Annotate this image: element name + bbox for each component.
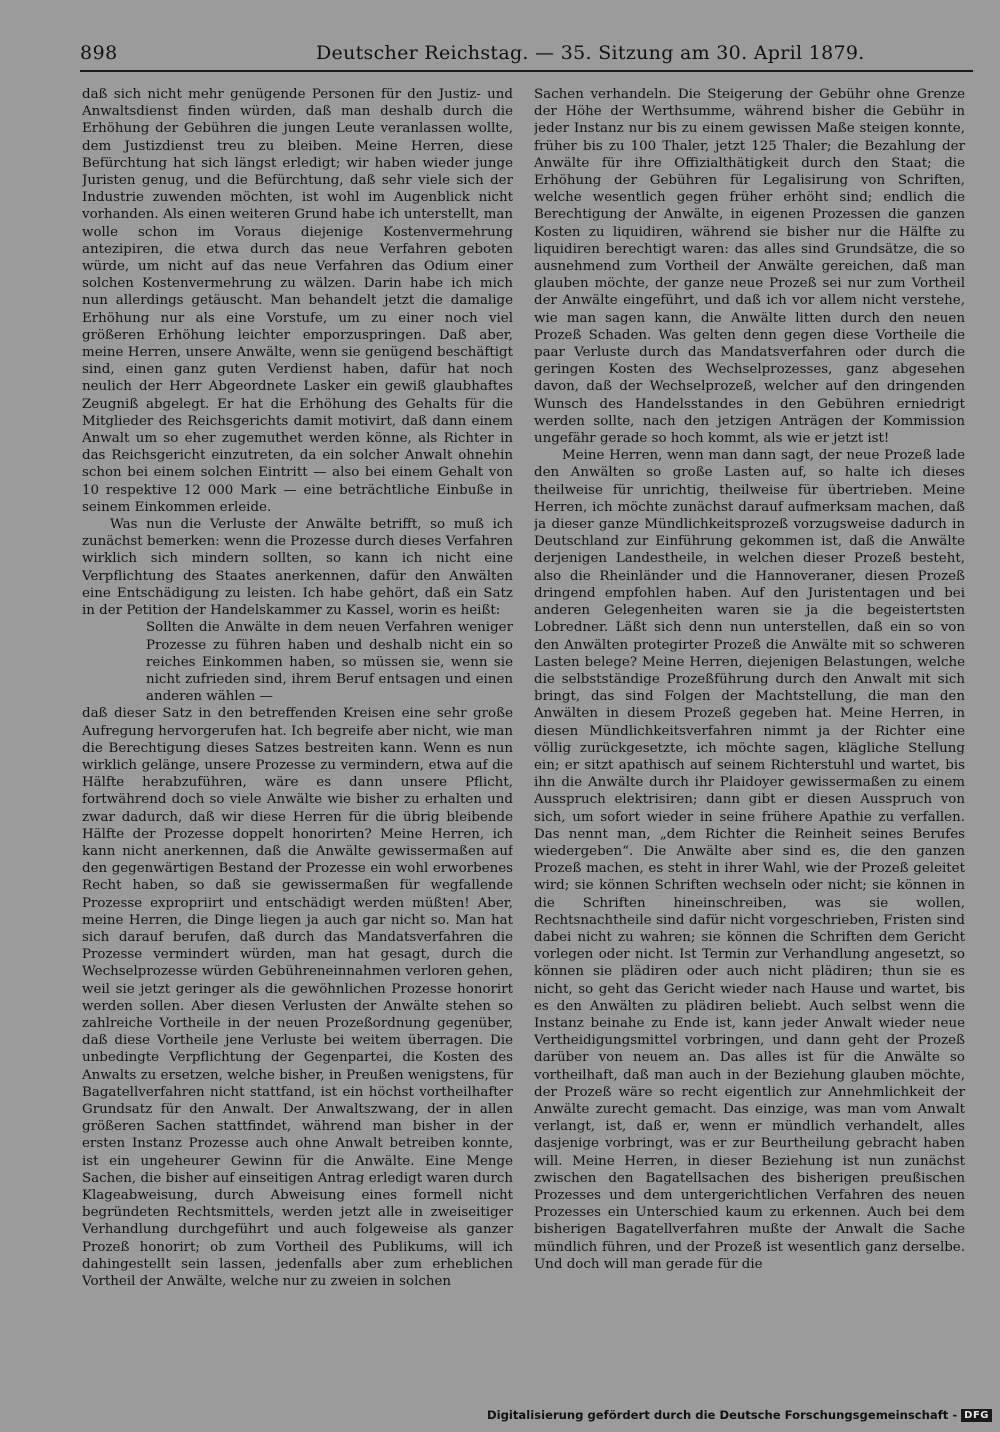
block-quote: Sollten die Anwälte in dem neuen Verfahren weniger Prozesse zu führen haben und deshalb nicht ein so reiches Einkommen haben, so müssen sie, wenn sie nicht zufrieden sind, ihrem Beruf entsagen und einen anderen wählen —	[146, 620, 513, 705]
paragraph: Was nun die Verluste der Anwälte betrifft, so muß ich zunächst bemerken: wenn die Prozesse durch dieses Verfahren wirklich sich mindern sollten, so kann ich nicht eine Verpflichtung des Staates anerkennen, dafür den Anwälten eine Entschädigung zu leisten. Ich habe gehört, daß ein Satz in der Petition der Handelskammer zu Kassel, worin es heißt:	[82, 517, 513, 619]
digitization-credit	[487, 1408, 992, 1422]
paragraph: Meine Herren, wenn man dann sagt, der neue Prozeß lade den Anwälten so große Lasten auf, so halte ich dieses theilweise für unrichtig, theilweise für übertrieben. Meine Herren, ich möchte zunächst darauf aufmerksam machen, daß ja dieser ganze Mündlichkeitsprozeß vorzugsweise dadurch in Deutschland zur Einführung gekommen ist, daß die Anwälte derjenigen Landestheile, in welchen dieser Prozeß besteht, also die Rheinländer und die Hannoveraner, diesen Prozeß dringend empfohlen haben. Auf den Juristentagen und bei anderen Gelegenheiten waren sie ja die begeistertsten Lobredner. Läßt sich denn nun unterstellen, daß ein so von den Anwälten protegirter Prozeß die Anwälte mit so schweren Lasten belege? Meine Herren, diejenigen Belastungen, welche die selbstständige Prozeßführung durch den Anwalt mit sich bringt, das sind Folgen der Machtstellung, die man den Anwälten in diesem Prozeß gegeben hat. Meine Herren, in diesen Mündlichkeitsverfahren nimmt ja der Richter eine völlig zurückgesetzte, ich möchte sagen, klägliche Stellung ein; er sitzt apathisch auf seinem Richterstuhl und wartet, bis ihn die Anwälte durch ihr Plaidoyer gewissermaßen zu einem Ausspruch elektrisiren; dann gibt er diesen Ausspruch von sich, um sofort wieder in seine frühere Apathie zu verfallen. Das nennt man, „dem Richter die Reinheit seines Berufes wiedergeben“. Die Anwälte aber sind es, die den ganzen Prozeß machen, es steht in ihrer Wahl, wie der Prozeß geleitet wird; sie können Schriften wechseln oder nicht; sie können in die Schriften hineinschreiben, was sie wollen, Rechtsnachtheile sind dafür nicht vorgeschrieben, Fristen sind dabei nicht zu wahren; sie können die Schriften dem Gericht vorlegen oder nicht. Ist Termin zur Verhandlung angesetzt, so können sie plädiren oder auch nicht plädiren; thun sie es nicht, so geht das Gericht wieder nach Hause und wartet, bis es den Anwälten zu plädiren beliebt. Auch selbst wenn die Instanz beinahe zu Ende ist, kann jeder Anwalt wieder neue Vertheidigungsmittel vorbringen, und dann geht der Prozeß darüber von neuem an. Das alles ist für die Anwälte so vortheilhaft, daß man auch in der Beziehung glauben möchte, der Prozeß wäre so recht eigentlich zur Annehmlichkeit der Anwälte zurecht gemacht. Das einzige, was man vom Anwalt verlangt, ist, daß er, wenn er mündlich verhandelt, alles dasjenige vorbringt, was er zur Beurtheilung gebracht haben will. Meine Herren, in dieser Beziehung ist nun zunächst zwischen den Bagatellsachen des bisherigen preußischen Prozesses und dem untergerichtlichen Verfahren des neuen Prozesses ein Unterschied kaum zu erkennen. Auch bei dem bisherigen Bagatellverfahren mußte der Anwalt die Sache mündlich führen, und der Prozeß ist wesentlich ganz derselbe. Und doch will man gerade für die	[534, 448, 965, 1272]
dfg-logo: DFG	[961, 1409, 992, 1422]
paragraph: daß sich nicht mehr genügende Personen für den Justiz- und Anwaltsdienst finden würden, daß man deshalb durch die Erhöhung der Gebühren die jungen Leute veranlassen wollte, dem Justizdienst treu zu bleiben. Meine Herren, diese Befürchtung hat sich längst erledigt; wir haben wieder junge Juristen genug, und die Befürchtung, daß sehr viele sich der Industrie zuwenden möchten, ist wohl im Augenblick nicht vorhanden. Als einen weiteren Grund habe ich unterstellt, man wolle schon im Voraus diejenige Kostenvermehrung antezipiren, die etwa durch das neue Verfahren geboten würde, um nicht auf das neue Verfahren das Odium einer solchen Kostenvermehrung zu wälzen. Darin habe ich mich nun allerdings getäuscht. Man behandelt jetzt die damalige Erhöhung nur als eine Vorstufe, um zu einer noch viel größeren Erhöhung leichter emporzuspringen. Daß aber, meine Herren, unsere Anwälte, wenn sie genügend beschäftigt sind, einen ganz guten Verdienst haben, dafür hat noch neulich der Herr Abgeordnete Lasker ein gewiß glaubhaftes Zeugniß abgelegt. Er hat die Erhöhung des Gehalts für die Mitglieder des Reichsgerichts damit motivirt, daß dann einem Anwalt um so eher zugemuthet werden könne, als Richter in das Reichsgericht einzutreten, da ein solcher Anwalt ohnehin schon bei einem solchen Eintritt — also bei einem Gehalt von 10 respektive 12 000 Mark — eine beträchtliche Einbuße in seinem Einkommen erleide.	[82, 87, 513, 515]
paragraph: daß dieser Satz in den betreffenden Kreisen eine sehr große Aufregung hervorgerufen hat. Ich begreife aber nicht, wie man die Berechtigung dieses Satzes bestreiten kann. Wenn es nun wirklich gelänge, unsere Prozesse zu vermindern, etwa auf die Hälfte herabzuführen, wäre es dann unsere Pflicht, fortwährend doch so viele Anwälte wie bisher zu erhalten und zwar dadurch, daß wir diese Herren für die übrig bleibende Hälfte der Prozesse doppelt honorirten? Meine Herren, ich kann nicht anerkennen, daß die Anwälte gewissermaßen auf den gegenwärtigen Bestand der Prozesse ein wohl erworbenes Recht haben, so daß sie gewissermaßen für wegfallende Prozesse expropriirt und entschädigt werden müßten! Aber, meine Herren, die Dinge liegen ja auch gar nicht so. Man hat sich darauf berufen, daß durch das Mandatsverfahren die Prozesse vermindert würden, man hat gesagt, durch die Wechselprozesse würden Gebühreneinnahmen verloren gehen, weil sie jetzt geringer als die gewöhnlichen Prozesse honorirt werden sollen. Aber diesen Verlusten der Anwälte stehen so zahlreiche Vortheile in der neuen Prozeßordnung gegenüber, daß diese Vortheile jene Verluste bei weitem überragen. Die unbedingte Verpflichtung der Gegenpartei, die Kosten des Anwalts zu ersetzen, welche bisher, in Preußen wenigstens, für Bagatellverfahren nicht stattfand, ist ein höchst vortheilhafter Grundsatz für den Anwalt. Der Anwaltszwang, der in allen größeren Sachen stattfindet, während man bisher in der ersten Instanz Prozesse auch ohne Anwalt betreiben konnte, ist ein ungeheurer Gewinn für die Anwälte. Eine Menge Sachen, die bisher auf einseitigen Antrag erledigt waren durch Klageabweisung, durch Abweisung eines formell nicht begründeten Rechtsmittels, werden jetzt alle in zweiseitiger Verhandlung durchgeführt und auch folgeweise als ganzer Prozeß honorirt; ob zum Vortheil des Publikums, will ich dahingestellt sein lassen, jedenfalls aber zum erheblichen Vortheil der Anwälte, welche nur zu zweien in solchen	[82, 706, 513, 1290]
credit-text: Digitalisierung gefördert durch die Deutsche Forschungsgemeinschaft -	[487, 1408, 958, 1422]
paragraph: Sachen verhandeln. Die Steigerung der Gebühr ohne Grenze der Höhe der Werthsumme, während bisher die Gebühr in jeder Instanz nur bis zu einem gewissen Maße steigen konnte, früher bis zu 100 Thaler, jetzt 125 Thaler; die Bezahlung der Anwälte für ihre Offizialthätigkeit durch den Staat; die Erhöhung der Gebühren für Legalisirung von Schriften, welche wesentlich gegen früher erhöht sind; endlich die Berechtigung der Anwälte, in eigenen Prozessen die ganzen Kosten zu liquidiren, während sie bisher nur die Hälfte zu liquidiren berechtigt waren: das alles sind Grundsätze, die so ausnehmend zum Vortheil der Anwälte gereichen, daß man glauben möchte, der ganze neue Prozeß sei nur zum Vortheil der Anwälte eingeführt, und daß ich vor allem nicht verstehe, wie man sagen kann, die Anwälte litten durch den neuen Prozeß Schaden. Was gelten denn gegen diese Vortheile die paar Verluste durch das Mandatsverfahren oder durch die geringen Kosten des Wechselprozesses, ganz abgesehen davon, daß der Wechselprozeß, welcher auf den dringenden Wunsch des Handelsstandes in den Gebühren erniedrigt werden sollte, nach den jetzigen Anträgen der Kommission ungefähr gerade so hoch kommt, als wie er jetzt ist!	[534, 87, 965, 447]
running-title: Deutscher Reichstag. — 35. Sitzung am 30. April 1879.	[316, 42, 865, 64]
page-number: 898	[80, 42, 118, 64]
left-column	[82, 86, 513, 1352]
right-column	[534, 86, 965, 1352]
header-rule	[80, 70, 973, 72]
